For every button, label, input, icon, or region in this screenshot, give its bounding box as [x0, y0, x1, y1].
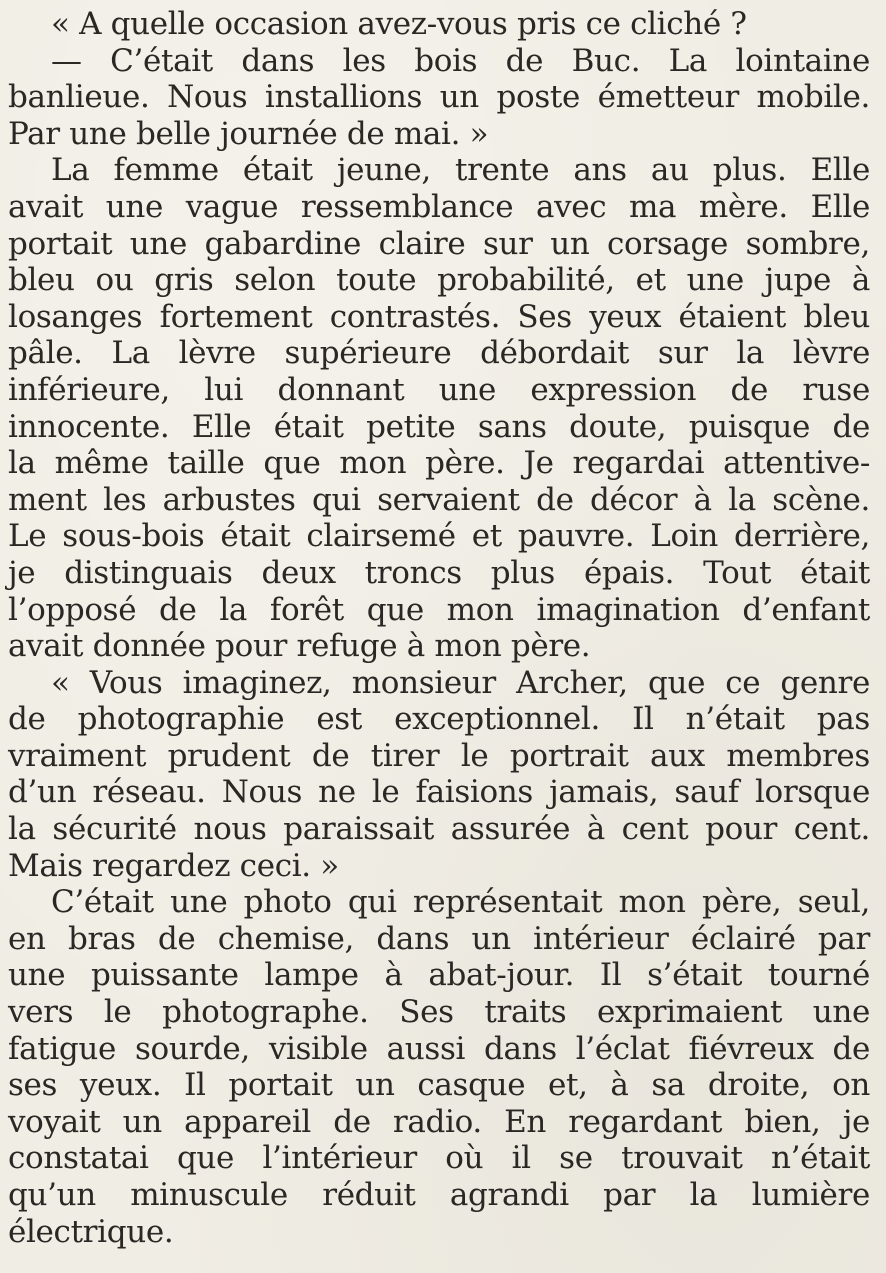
text-line: la même taille que mon père. Je regardai attentive- [8, 445, 870, 482]
text-line: « A quelle occasion avez-vous pris ce cliché ? [51, 6, 747, 42]
text-line: vers le photographe. Ses traits exprimaient une [8, 994, 870, 1031]
text-line: d’un réseau. Nous ne le faisions jamais, sauf lorsque [8, 774, 870, 811]
text-line: innocente. Elle était petite sans doute, puisque de [8, 408, 870, 445]
text-line: — C’était dans les bois de Buc. La lointaine [51, 42, 870, 79]
text-line: ment les arbustes qui servaient de décor à la scène. [8, 481, 870, 518]
text-line: C’était une photo qui représentait mon père, seul, [51, 884, 870, 921]
text-line: en bras de chemise, dans un intérieur éclairé par [8, 920, 870, 957]
text-line: avait donnée pour refuge à mon père. [8, 628, 591, 665]
text-line: pâle. La lèvre supérieure débordait sur la lèvre [8, 335, 870, 372]
text-line: Mais regardez ceci. » [8, 847, 339, 884]
page-text [8, 6, 870, 1250]
text-line: losanges fortement contrastés. Ses yeux étaient bleu [8, 298, 870, 335]
text-line: une puissante lampe à abat-jour. Il s’était tourné [8, 957, 870, 994]
text-line: fatigue sourde, visible aussi dans l’éclat fiévreux de [8, 1030, 870, 1067]
text-line: banlieue. Nous installions un poste émetteur mobile. [8, 79, 870, 116]
text-line: Le sous-bois était clairsemé et pauvre. Loin derrière, [8, 518, 870, 555]
text-line: qu’un minuscule réduit agrandi par la lumière [8, 1177, 870, 1213]
text-line: bleu ou gris selon toute probabilité, et une jupe à [8, 262, 870, 299]
text-line: inférieure, lui donnant une expression de ruse [8, 371, 870, 408]
text-line: La femme était jeune, trente ans au plus. Elle [51, 152, 870, 189]
text-line: l’opposé de la forêt que mon imagination d’enfant [8, 591, 870, 628]
text-line: je distinguais deux troncs plus épais. Tout était [8, 554, 870, 591]
text-line: électrique. [8, 1213, 174, 1250]
text-line: « Vous imaginez, monsieur Archer, que ce genre [51, 664, 870, 701]
text-line: la sécurité nous paraissait assurée à cent pour cent. [8, 811, 870, 848]
text-line: vraiment prudent de tirer le portrait aux membres [8, 737, 870, 774]
text-line: portait une gabardine claire sur un corsage sombre, [8, 225, 870, 262]
text-line: constatai que l’intérieur où il se trouvait n’était [8, 1140, 870, 1177]
text-line: Par une belle journée de mai. » [8, 115, 489, 152]
text-line: avait une vague ressemblance avec ma mère. Elle [8, 188, 870, 225]
text-line: de photographie est exceptionnel. Il n’était pas [8, 701, 870, 738]
text-line: ses yeux. Il portait un casque et, à sa droite, on [8, 1067, 870, 1104]
text-line: voyait un appareil de radio. En regardant bien, je [8, 1103, 870, 1140]
